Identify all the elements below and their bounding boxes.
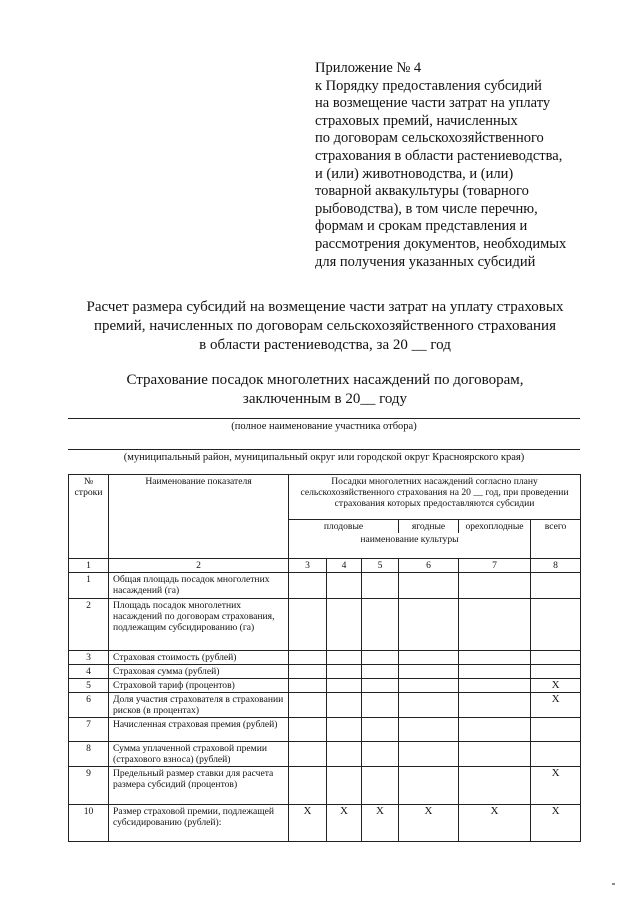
appendix-line: к Порядку предоставления субсидий [315,77,542,94]
row-label: Страховая сумма (рублей) [109,664,289,678]
value-cell: X [531,692,581,717]
col-number: 5 [362,558,399,572]
value-cell [327,717,362,741]
district-caption: (муниципальный район, муниципальный округ или городской округ Красноярского края) [123,452,525,463]
value-cell [399,717,459,741]
value-cell [289,678,327,692]
value-cell [362,664,399,678]
appendix-line: для получения указанных субсидий [315,253,536,270]
row-label: Доля участия страхователя в страховании рисков (в процентах) [109,692,289,717]
appendix-block [315,60,615,271]
participant-caption: (полное наименование участника отбора) [231,421,417,432]
value-cell [459,664,531,678]
value-cell [362,766,399,804]
value-cell [327,692,362,717]
row-number: 1 [69,572,109,598]
value-cell [531,664,581,678]
row-label: Площадь посадок многолетних насаждений по договорам страхования, подлежащим субсидированию (га) [109,598,289,650]
col-number: 6 [399,558,459,572]
table-row [69,598,581,650]
value-cell [362,692,399,717]
table-row [69,678,581,692]
value-cell [362,717,399,741]
value-cell: X [362,804,399,841]
row-label: Размер страховой премии, подлежащей субсидированию (рублей): [109,804,289,841]
appendix-line: и (или) животноводства, и (или) [315,165,514,182]
value-cell: X [459,804,531,841]
value-cell: X [399,804,459,841]
value-cell [362,572,399,598]
row-number: 6 [69,692,109,717]
header-plantings: Посадки многолетних насаждений согласно плану сельскохозяйственного страхования на 20 __ год, при проведении страхования которых предоставляются субсидии [289,475,581,520]
scan-speck [612,883,615,885]
header-culture-name: наименование культуры [289,533,531,558]
subtitle-line: Страхование посадок многолетних насаждений по договорам, [126,372,524,388]
appendix-line: товарной аквакультуры (товарного [315,183,529,200]
value-cell: X [531,804,581,841]
table-row [69,692,581,717]
title-line: Расчет размера субсидий на возмещение части затрат на уплату страховых [86,299,564,315]
appendix-line: рассмотрения документов, необходимых [315,235,567,252]
value-cell [327,650,362,664]
row-number: 2 [69,598,109,650]
value-cell [399,678,459,692]
col-number: 8 [531,558,581,572]
value-cell [459,741,531,766]
value-cell [289,664,327,678]
row-number: 3 [69,650,109,664]
value-cell [362,650,399,664]
district-line [68,449,580,450]
table-row [69,572,581,598]
value-cell [459,678,531,692]
value-cell [327,598,362,650]
table-row [69,766,581,804]
value-cell [399,766,459,804]
col-number: 7 [459,558,531,572]
appendix-line: рыбоводства), в том числе перечню, [315,200,538,217]
value-cell: X [531,766,581,804]
row-label: Страховая стоимость (рублей) [109,650,289,664]
value-cell [289,741,327,766]
table-row [69,664,581,678]
value-cell [289,650,327,664]
value-cell [399,598,459,650]
value-cell: X [289,804,327,841]
col-number: 1 [69,558,109,572]
participant-name-line [68,418,580,419]
value-cell [399,650,459,664]
value-cell [289,717,327,741]
value-cell [459,766,531,804]
table-row [69,741,581,766]
value-cell [399,692,459,717]
header-nut: орехоплодные [459,520,531,534]
value-cell [531,741,581,766]
row-label: Страховой тариф (процентов) [109,678,289,692]
row-number: 8 [69,741,109,766]
value-cell [327,741,362,766]
header-total: всего [531,520,581,559]
value-cell [399,741,459,766]
value-cell [327,572,362,598]
row-label: Предельный размер ставки для расчета размера субсидий (процентов) [109,766,289,804]
value-cell [327,664,362,678]
value-cell [459,717,531,741]
value-cell [327,678,362,692]
value-cell [362,598,399,650]
appendix-line: страховых премий, начисленных [315,112,518,129]
row-label: Начисленная страховая премия (рублей) [109,717,289,741]
row-number: 5 [69,678,109,692]
appendix-line: по договорам сельскохозяйственного [315,130,544,147]
value-cell [459,692,531,717]
table-row [69,717,581,741]
value-cell [399,572,459,598]
value-cell [289,692,327,717]
header-indicator: Наименование показателя [109,475,289,559]
value-cell [531,650,581,664]
row-label: Общая площадь посадок многолетних насаждений (га) [109,572,289,598]
title-line: премий, начисленных по договорам сельскохозяйственного страхования [94,318,556,334]
value-cell [459,650,531,664]
appendix-line: формам и срокам представления и [315,218,528,235]
col-number: 4 [327,558,362,572]
row-number: 7 [69,717,109,741]
value-cell [289,572,327,598]
value-cell: X [531,678,581,692]
value-cell [327,766,362,804]
title-line: в области растениеводства, за 20 __ год [199,337,451,353]
value-cell [362,678,399,692]
document-subtitle [60,371,590,409]
table-row [69,804,581,841]
table-row [69,650,581,664]
row-number: 9 [69,766,109,804]
value-cell: X [327,804,362,841]
value-cell [531,717,581,741]
header-berry: ягодные [399,520,459,534]
subtitle-line: заключенным в 20__ году [242,391,408,407]
row-label: Сумма уплаченной страховой премии (страхового взноса) (рублей) [109,741,289,766]
header-fruit: плодовые [289,520,399,534]
row-number: 4 [69,664,109,678]
value-cell [399,664,459,678]
document-title [60,298,590,355]
appendix-line: Приложение № 4 [315,60,422,76]
value-cell [459,572,531,598]
appendix-line: страхования в области растениеводства, [315,147,563,164]
calculation-table [68,474,581,842]
value-cell [531,572,581,598]
value-cell [362,741,399,766]
value-cell [289,598,327,650]
value-cell [459,598,531,650]
value-cell [289,766,327,804]
row-number: 10 [69,804,109,841]
header-row-no: № строки [69,475,109,559]
col-number: 3 [289,558,327,572]
col-number: 2 [109,558,289,572]
value-cell [531,598,581,650]
appendix-line: на возмещение части затрат на уплату [315,95,551,112]
